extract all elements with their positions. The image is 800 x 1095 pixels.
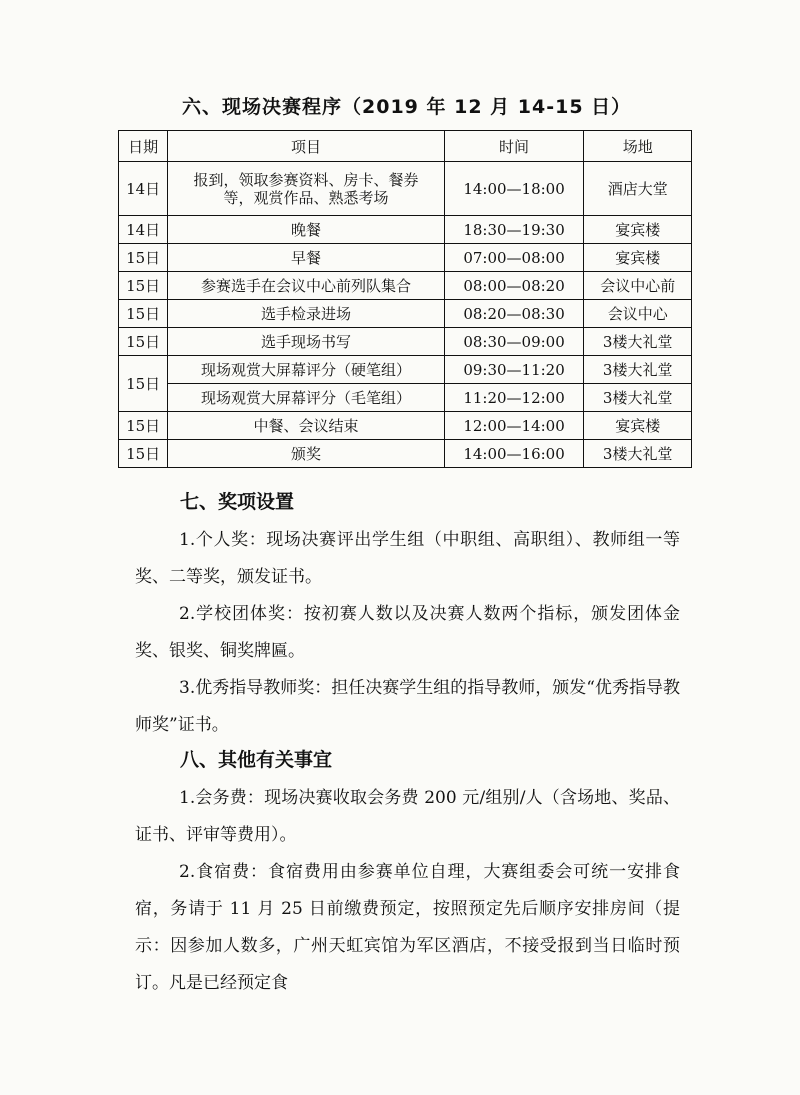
cell-time: 08:00—08:20 <box>444 272 584 300</box>
cell-venue: 宴宾楼 <box>584 244 692 272</box>
header-item: 项目 <box>168 131 444 162</box>
cell-item: 报到，领取参赛资料、房卡、餐券等，观赏作品、熟悉考场 <box>168 162 444 216</box>
table-row <box>119 328 692 356</box>
header-venue: 场地 <box>584 131 692 162</box>
table-header-row <box>119 131 692 162</box>
cell-date: 15日 <box>119 328 168 356</box>
cell-venue: 3楼大礼堂 <box>584 384 692 412</box>
cell-venue: 酒店大堂 <box>584 162 692 216</box>
table-row <box>119 162 692 216</box>
cell-item: 选手现场书写 <box>168 328 444 356</box>
cell-venue: 3楼大礼堂 <box>584 356 692 384</box>
table-row <box>119 356 692 384</box>
table-row <box>119 272 692 300</box>
cell-date: 15日 <box>119 356 168 412</box>
cell-item: 现场观赏大屏幕评分（毛笔组） <box>168 384 444 412</box>
awards-paragraph-2: 2.学校团体奖：按初赛人数以及决赛人数两个指标，颁发团体金奖、银奖、铜奖牌匾。 <box>135 604 680 661</box>
cell-item: 现场观赏大屏幕评分（硬笔组） <box>168 356 444 384</box>
table-row <box>119 412 692 440</box>
cell-date: 15日 <box>119 440 168 468</box>
cell-venue: 会议中心前 <box>584 272 692 300</box>
cell-date: 15日 <box>119 300 168 328</box>
awards-paragraph-3: 3.优秀指导教师奖：担任决赛学生组的指导教师，颁发“优秀指导教师奖”证书。 <box>135 678 680 735</box>
cell-time: 08:20—08:30 <box>444 300 584 328</box>
cell-date: 15日 <box>119 412 168 440</box>
table-row <box>119 216 692 244</box>
header-time: 时间 <box>444 131 584 162</box>
table-row <box>119 384 692 412</box>
cell-time: 14:00—18:00 <box>444 162 584 216</box>
schedule-heading: 六、现场决赛程序（2019 年 12 月 14-15 日） <box>182 96 632 118</box>
other-paragraph-1: 1.会务费：现场决赛收取会务费 200 元/组别/人（含场地、奖品、证书、评审等费用）。 <box>135 788 680 845</box>
cell-item: 中餐、会议结束 <box>168 412 444 440</box>
cell-date: 15日 <box>119 244 168 272</box>
cell-item: 颁奖 <box>168 440 444 468</box>
cell-venue: 会议中心 <box>584 300 692 328</box>
cell-item: 晚餐 <box>168 216 444 244</box>
cell-date: 14日 <box>119 216 168 244</box>
table-row <box>119 440 692 468</box>
cell-time: 09:30—11:20 <box>444 356 584 384</box>
cell-time: 08:30—09:00 <box>444 328 584 356</box>
section-other-title: 八、其他有关事宜 <box>180 749 333 771</box>
cell-item: 参赛选手在会议中心前列队集合 <box>168 272 444 300</box>
cell-venue: 宴宾楼 <box>584 216 692 244</box>
cell-time: 07:00—08:00 <box>444 244 584 272</box>
cell-time: 11:20—12:00 <box>444 384 584 412</box>
cell-venue: 宴宾楼 <box>584 412 692 440</box>
cell-time: 14:00—16:00 <box>444 440 584 468</box>
other-paragraph-2: 2.食宿费：食宿费用由参赛单位自理，大赛组委会可统一安排食宿，务请于 11 月 25 日前缴费预定，按照预定先后顺序安排房间（提示：因参加人数多，广州天虹宾馆为军区酒店，不接受报到当日临时预订。凡是已经预定食 <box>135 862 680 993</box>
cell-item: 选手检录进场 <box>168 300 444 328</box>
cell-time: 18:30—19:30 <box>444 216 584 244</box>
cell-date: 14日 <box>119 162 168 216</box>
schedule-table <box>118 130 692 468</box>
cell-item: 早餐 <box>168 244 444 272</box>
awards-paragraph-1: 1.个人奖：现场决赛评出学生组（中职组、高职组）、教师组一等奖、二等奖，颁发证书。 <box>135 530 680 587</box>
cell-venue: 3楼大礼堂 <box>584 328 692 356</box>
cell-venue: 3楼大礼堂 <box>584 440 692 468</box>
cell-date: 15日 <box>119 272 168 300</box>
table-row <box>119 244 692 272</box>
header-date: 日期 <box>119 131 168 162</box>
section-awards-title: 七、奖项设置 <box>180 491 295 513</box>
cell-time: 12:00—14:00 <box>444 412 584 440</box>
table-row <box>119 300 692 328</box>
